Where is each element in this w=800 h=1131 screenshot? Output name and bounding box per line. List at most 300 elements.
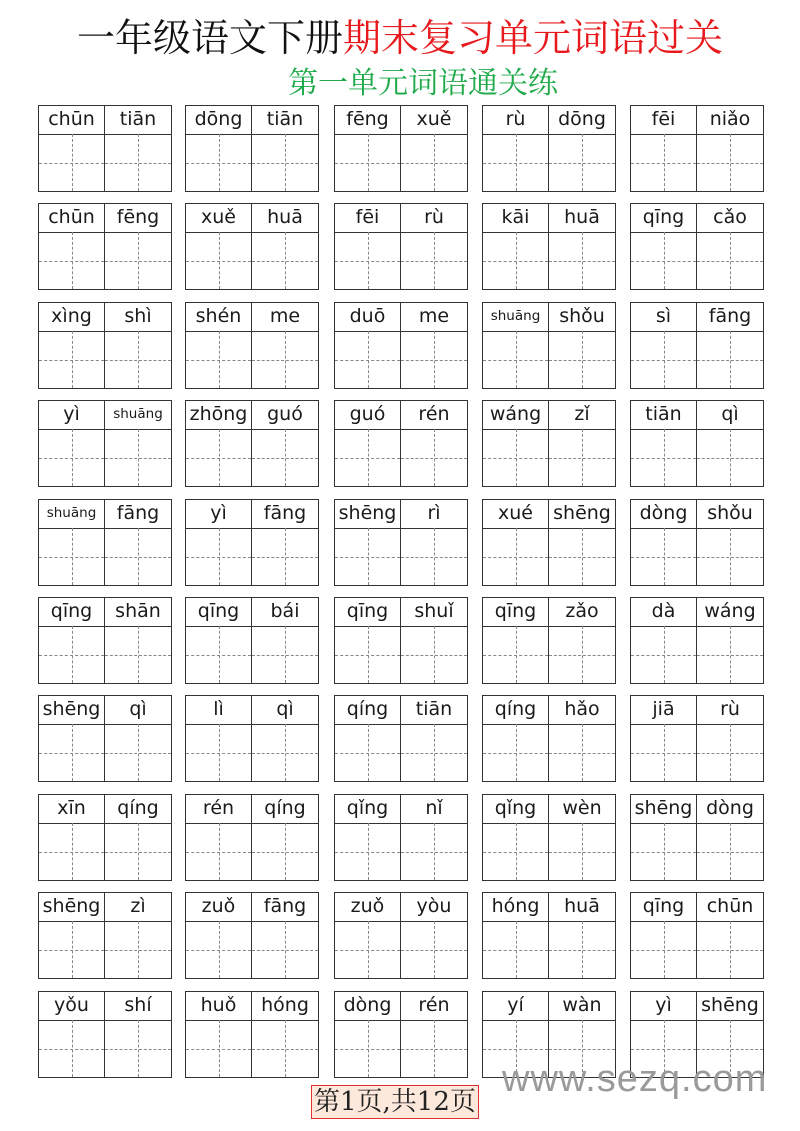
word-box [630,499,764,586]
vertical-guide-line [285,921,286,978]
character-cell [631,204,697,289]
vertical-guide-line [368,724,369,781]
vertical-guide-line [138,134,139,191]
word-box [334,203,468,290]
vertical-guide-line [582,331,583,388]
tianzige-writing-box[interactable] [697,724,763,781]
character-cell [335,204,401,289]
pinyin-label: huā [252,204,318,233]
character-cell [335,401,401,486]
pinyin-label: xuě [401,106,467,135]
word-box [185,203,319,290]
tianzige-writing-box[interactable] [105,232,171,289]
word-box [185,302,319,389]
tianzige-writing-box[interactable] [186,331,251,388]
word-box [185,597,319,684]
word-box [630,105,764,192]
vertical-guide-line [368,429,369,486]
vertical-guide-line [664,528,665,585]
vertical-guide-line [730,921,731,978]
vertical-guide-line [72,331,73,388]
tianzige-writing-box[interactable] [335,134,400,191]
character-cell [631,598,697,683]
vertical-guide-line [285,528,286,585]
tianzige-writing-box[interactable] [186,724,251,781]
tianzige-writing-box[interactable] [549,626,615,683]
pinyin-label: me [252,303,318,332]
tianzige-writing-box[interactable] [483,331,548,388]
character-cell [39,696,105,781]
vertical-guide-line [72,1020,73,1077]
tianzige-writing-box[interactable] [252,921,318,978]
tianzige-writing-box[interactable] [39,429,104,486]
pinyin-label: shì [105,303,171,332]
word-box [38,991,172,1078]
vertical-guide-line [219,1020,220,1077]
character-cell [39,795,105,880]
character-cell [401,992,467,1077]
pinyin-label: cǎo [697,204,763,233]
tianzige-writing-box[interactable] [39,134,104,191]
vertical-guide-line [664,921,665,978]
tianzige-writing-box[interactable] [335,429,400,486]
tianzige-writing-box[interactable] [483,724,548,781]
vertical-guide-line [138,823,139,880]
tianzige-writing-box[interactable] [39,626,104,683]
word-box [185,695,319,782]
vertical-guide-line [285,134,286,191]
word-box [482,794,616,881]
character-cell [401,401,467,486]
vertical-guide-line [219,626,220,683]
character-cell [105,303,171,388]
tianzige-writing-box[interactable] [252,429,318,486]
vertical-guide-line [582,626,583,683]
vertical-guide-line [434,1020,435,1077]
vertical-guide-line [582,232,583,289]
tianzige-writing-box[interactable] [105,1020,171,1077]
tianzige-writing-box[interactable] [697,331,763,388]
tianzige-writing-box[interactable] [483,232,548,289]
vertical-guide-line [664,429,665,486]
vertical-guide-line [219,528,220,585]
vertical-guide-line [368,528,369,585]
vertical-guide-line [138,626,139,683]
title-grade-part: 一年级语文下册 [76,16,343,60]
vertical-guide-line [368,331,369,388]
vertical-guide-line [368,134,369,191]
character-cell [186,106,252,191]
character-cell [186,696,252,781]
tianzige-writing-box[interactable] [335,724,400,781]
vertical-guide-line [516,331,517,388]
word-box [630,597,764,684]
pinyin-label: fāng [252,893,318,922]
character-cell [105,795,171,880]
tianzige-writing-box[interactable] [631,134,696,191]
pinyin-label: qīng [186,598,251,627]
character-cell [697,893,763,978]
pinyin-label: rén [401,401,467,430]
pinyin-label: shuāng [39,500,104,529]
character-cell [252,598,318,683]
tianzige-writing-box[interactable] [631,528,696,585]
pinyin-label: rù [401,204,467,233]
tianzige-writing-box[interactable] [631,331,696,388]
tianzige-writing-box[interactable] [186,626,251,683]
word-box [630,794,764,881]
pinyin-label: fāng [697,303,763,332]
tianzige-writing-box[interactable] [39,1020,104,1077]
word-box [185,991,319,1078]
pinyin-label: yì [631,992,696,1021]
tianzige-writing-box[interactable] [483,626,548,683]
character-cell [401,106,467,191]
tianzige-writing-box[interactable] [105,331,171,388]
vertical-guide-line [285,429,286,486]
character-cell [549,598,615,683]
pinyin-label: qīng [631,204,696,233]
pinyin-label: shuāng [483,303,548,332]
character-cell [631,795,697,880]
tianzige-writing-box[interactable] [401,232,467,289]
pinyin-label: chūn [39,106,104,135]
tianzige-writing-box[interactable] [39,921,104,978]
vertical-guide-line [368,232,369,289]
pinyin-label: dòng [335,992,400,1021]
vertical-guide-line [582,134,583,191]
pinyin-label: rén [186,795,251,824]
tianzige-writing-box[interactable] [631,921,696,978]
character-cell [697,401,763,486]
vertical-guide-line [72,528,73,585]
pinyin-label: xīn [39,795,104,824]
pinyin-label: hǎo [549,696,615,725]
vertical-guide-line [219,429,220,486]
character-cell [631,696,697,781]
tianzige-writing-box[interactable] [401,331,467,388]
tianzige-writing-box[interactable] [105,921,171,978]
pinyin-label: shǒu [549,303,615,332]
tianzige-writing-box[interactable] [631,724,696,781]
tianzige-writing-box[interactable] [335,626,400,683]
tianzige-writing-box[interactable] [186,429,251,486]
tianzige-writing-box[interactable] [105,134,171,191]
vertical-guide-line [582,823,583,880]
tianzige-writing-box[interactable] [697,626,763,683]
tianzige-writing-box[interactable] [105,823,171,880]
tianzige-writing-box[interactable] [483,528,548,585]
pinyin-label: tiān [252,106,318,135]
word-box [185,892,319,979]
character-cell [335,500,401,585]
character-cell [252,204,318,289]
tianzige-writing-box[interactable] [186,1020,251,1077]
pinyin-label: shēng [335,500,400,529]
tianzige-writing-box[interactable] [697,429,763,486]
tianzige-writing-box[interactable] [401,134,467,191]
vertical-guide-line [516,232,517,289]
pinyin-label: qì [105,696,171,725]
character-cell [697,598,763,683]
word-box [38,203,172,290]
character-cell [549,401,615,486]
vertical-guide-line [138,429,139,486]
word-box [630,892,764,979]
character-cell [335,795,401,880]
vertical-guide-line [285,331,286,388]
tianzige-writing-box[interactable] [105,429,171,486]
character-cell [105,893,171,978]
word-box [185,794,319,881]
tianzige-writing-box[interactable] [401,429,467,486]
tianzige-writing-box[interactable] [252,626,318,683]
vertical-guide-line [138,1020,139,1077]
vertical-guide-line [434,724,435,781]
word-box [630,203,764,290]
tianzige-writing-box[interactable] [39,823,104,880]
page-title [0,12,800,64]
tianzige-writing-box[interactable] [335,823,400,880]
character-cell [186,598,252,683]
tianzige-writing-box[interactable] [401,1020,467,1077]
tianzige-writing-box[interactable] [252,1020,318,1077]
vertical-guide-line [219,724,220,781]
vertical-guide-line [730,232,731,289]
pinyin-label: guó [335,401,400,430]
pinyin-label: shuāng [105,401,171,430]
vertical-guide-line [138,724,139,781]
pinyin-label: qíng [335,696,400,725]
pinyin-label: tiān [105,106,171,135]
character-cell [252,303,318,388]
tianzige-writing-box[interactable] [186,232,251,289]
character-cell [186,303,252,388]
tianzige-writing-box[interactable] [549,134,615,191]
character-cell [483,500,549,585]
character-cell [105,500,171,585]
tianzige-writing-box[interactable] [697,134,763,191]
tianzige-writing-box[interactable] [252,724,318,781]
tianzige-writing-box[interactable] [549,823,615,880]
pinyin-label: rù [483,106,548,135]
vertical-guide-line [434,429,435,486]
pinyin-label: hóng [252,992,318,1021]
tianzige-writing-box[interactable] [401,724,467,781]
word-box [334,695,468,782]
vertical-guide-line [664,626,665,683]
vertical-guide-line [285,232,286,289]
character-cell [549,500,615,585]
tianzige-writing-box[interactable] [549,921,615,978]
pinyin-label: duō [335,303,400,332]
character-cell [335,992,401,1077]
tianzige-writing-box[interactable] [335,1020,400,1077]
vertical-guide-line [138,921,139,978]
vertical-guide-line [434,921,435,978]
vertical-guide-line [516,528,517,585]
tianzige-writing-box[interactable] [401,921,467,978]
character-cell [105,992,171,1077]
tianzige-writing-box[interactable] [335,921,400,978]
pinyin-label: wáng [483,401,548,430]
word-box [38,892,172,979]
tianzige-writing-box[interactable] [335,232,400,289]
tianzige-writing-box[interactable] [483,429,548,486]
pinyin-label: lì [186,696,251,725]
tianzige-writing-box[interactable] [631,626,696,683]
tianzige-writing-box[interactable] [697,232,763,289]
character-cell [697,696,763,781]
character-cell [39,401,105,486]
vertical-guide-line [434,232,435,289]
character-cell [697,500,763,585]
tianzige-writing-box[interactable] [401,823,467,880]
vertical-guide-line [368,1020,369,1077]
pinyin-label: zǎo [549,598,615,627]
word-box [38,302,172,389]
vertical-guide-line [72,626,73,683]
character-cell [105,401,171,486]
pinyin-label: qì [697,401,763,430]
vertical-guide-line [285,724,286,781]
pinyin-label: qīng [335,598,400,627]
tianzige-writing-box[interactable] [335,528,400,585]
word-box [334,892,468,979]
tianzige-writing-box[interactable] [39,724,104,781]
vertical-guide-line [516,429,517,486]
character-cell [335,598,401,683]
vertical-guide-line [434,823,435,880]
tianzige-writing-box[interactable] [483,823,548,880]
pinyin-label: rén [401,992,467,1021]
pinyin-label: wáng [697,598,763,627]
word-box [482,105,616,192]
tianzige-writing-box[interactable] [483,921,548,978]
character-cell [483,893,549,978]
pinyin-label: jiā [631,696,696,725]
tianzige-writing-box[interactable] [697,921,763,978]
tianzige-writing-box[interactable] [631,823,696,880]
character-cell [39,106,105,191]
vertical-guide-line [368,823,369,880]
pinyin-label: kāi [483,204,548,233]
character-cell [631,106,697,191]
vertical-guide-line [285,1020,286,1077]
word-box [334,400,468,487]
pinyin-label: chūn [697,893,763,922]
tianzige-writing-box[interactable] [39,232,104,289]
tianzige-writing-box[interactable] [697,528,763,585]
tianzige-writing-box[interactable] [39,331,104,388]
word-box [630,400,764,487]
character-cell [186,893,252,978]
vertical-guide-line [582,921,583,978]
pinyin-label: dòng [697,795,763,824]
tianzige-writing-box[interactable] [105,626,171,683]
tianzige-writing-box[interactable] [401,528,467,585]
tianzige-writing-box[interactable] [186,528,251,585]
tianzige-writing-box[interactable] [186,921,251,978]
pinyin-label: huǒ [186,992,251,1021]
tianzige-writing-box[interactable] [401,626,467,683]
pinyin-label: nǐ [401,795,467,824]
pinyin-label: yǒu [39,992,104,1021]
tianzige-writing-box[interactable] [697,823,763,880]
pinyin-label: rì [401,500,467,529]
tianzige-writing-box[interactable] [105,528,171,585]
tianzige-writing-box[interactable] [252,232,318,289]
tianzige-writing-box[interactable] [186,134,251,191]
tianzige-writing-box[interactable] [39,528,104,585]
character-cell [39,204,105,289]
pinyin-label: me [401,303,467,332]
character-cell [697,795,763,880]
word-box [185,499,319,586]
character-cell [401,204,467,289]
character-cell [39,303,105,388]
pinyin-label: zǐ [549,401,615,430]
tianzige-writing-box[interactable] [335,331,400,388]
character-cell [697,303,763,388]
word-box [482,695,616,782]
character-cell [549,696,615,781]
tianzige-writing-box[interactable] [549,724,615,781]
vertical-guide-line [72,429,73,486]
character-cell [252,106,318,191]
word-box [334,991,468,1078]
tianzige-writing-box[interactable] [549,528,615,585]
tianzige-writing-box[interactable] [631,232,696,289]
pinyin-label: niǎo [697,106,763,135]
word-box [630,302,764,389]
tianzige-writing-box[interactable] [549,331,615,388]
character-cell [186,992,252,1077]
vertical-guide-line [730,331,731,388]
tianzige-writing-box[interactable] [631,429,696,486]
word-box [334,105,468,192]
tianzige-writing-box[interactable] [252,823,318,880]
character-cell [186,795,252,880]
character-cell [483,696,549,781]
character-cell [401,795,467,880]
word-box [482,597,616,684]
pinyin-label: wàn [549,992,615,1021]
tianzige-writing-box[interactable] [549,232,615,289]
pinyin-label: zuǒ [186,893,251,922]
tianzige-writing-box[interactable] [483,134,548,191]
pinyin-label: xìng [39,303,104,332]
tianzige-writing-box[interactable] [549,429,615,486]
tianzige-writing-box[interactable] [186,823,251,880]
vertical-guide-line [664,724,665,781]
character-cell [401,598,467,683]
tianzige-writing-box[interactable] [252,528,318,585]
tianzige-writing-box[interactable] [252,134,318,191]
pinyin-label: qǐng [483,795,548,824]
vertical-guide-line [516,134,517,191]
pinyin-label: chūn [39,204,104,233]
tianzige-writing-box[interactable] [105,724,171,781]
pinyin-label: zhōng [186,401,251,430]
pinyin-label: fēi [631,106,696,135]
word-box [38,400,172,487]
pinyin-label: qīng [39,598,104,627]
tianzige-writing-box[interactable] [252,331,318,388]
vertical-guide-line [72,823,73,880]
pinyin-label: dōng [186,106,251,135]
vertical-guide-line [219,232,220,289]
